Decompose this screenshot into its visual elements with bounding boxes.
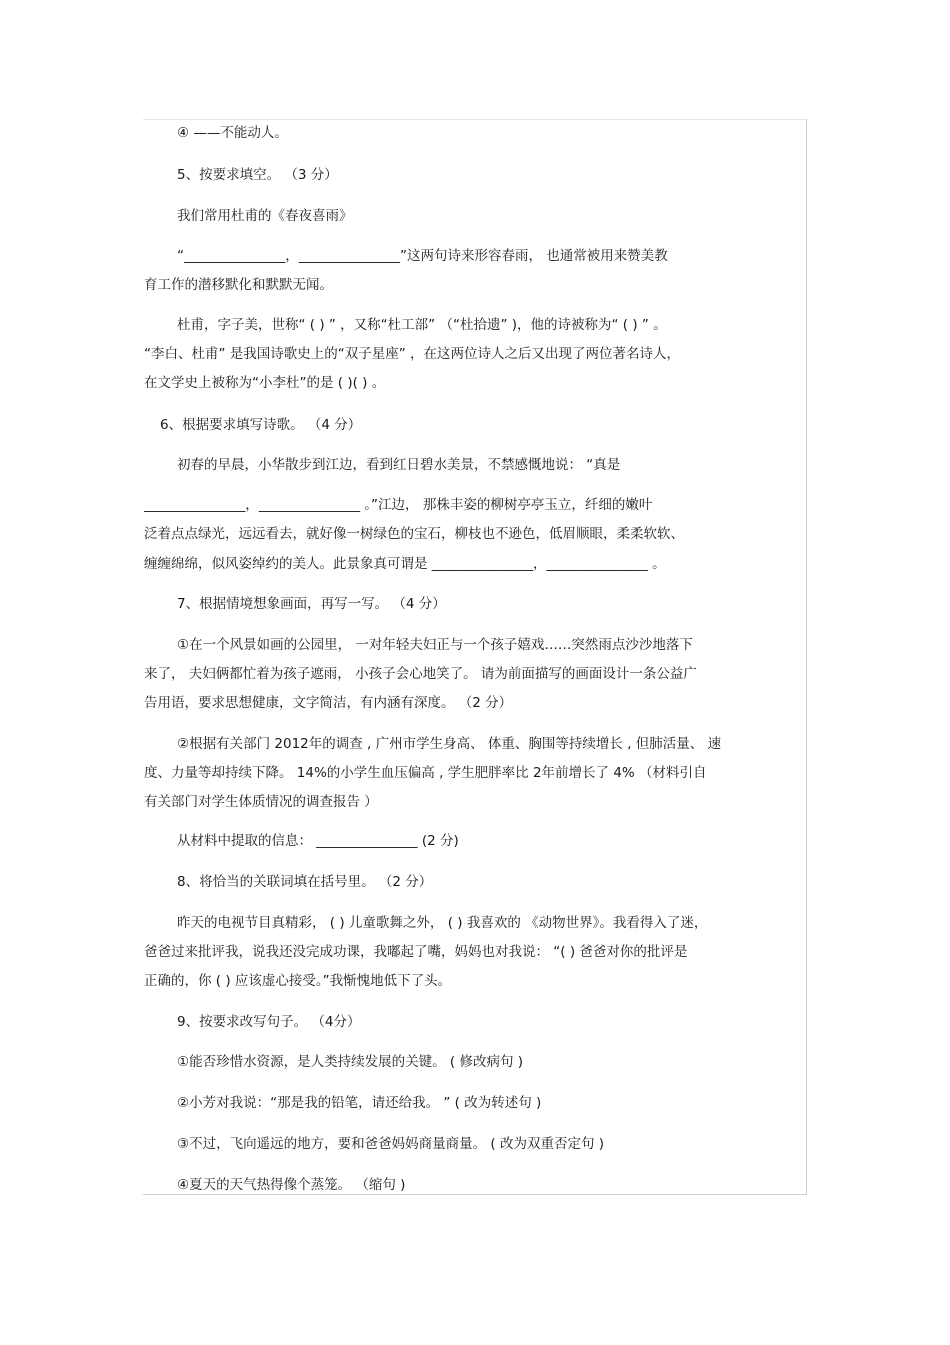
question-7-text: ①在一个风景如画的公园里， 一对年轻夫妇正与一个孩子嬉戏……突然雨点沙沙地落下 <box>177 637 693 653</box>
question-5-text: 杜甫，字子美，世称“ ( ) ” ，又称“杜工部” （“杜拾遗” )，他的诗被称为“ ( ) ” 。 <box>177 317 667 333</box>
question-7-text: ②根据有关部门 2012年的调查 , 广州市学生身高、 体重、胸围等持续增长 , 但肺活量、 速 <box>177 736 722 752</box>
question-6-title: 6、根据要求填写诗歌。 （4 分） <box>160 417 362 433</box>
question-9-item: ②小芳对我说：“那是我的铅笔，请还给我。 ” ( 改为转述句 ) <box>177 1095 542 1111</box>
question-7-text: 有关部门对学生体质情况的调查报告 ） <box>144 794 378 810</box>
question-6-blank-line: _______________，_______________ 。”江边， 那株丰姿的柳树亭亭玉立，纤细的嫩叶 <box>144 497 653 513</box>
line-item-4: ④ ——不能动人。 <box>177 125 288 141</box>
question-9-item: ①能否珍惜水资源，是人类持续发展的关键。 ( 修改病句 ) <box>177 1054 524 1070</box>
question-8-text: 昨天的电视节目真精彩， ( ) 儿童歌舞之外， ( ) 我喜欢的 《动物世界》。我看得入了迷， <box>177 915 708 931</box>
question-5-text: 在文学史上被称为“小李杜”的是 ( )( ) 。 <box>144 375 386 391</box>
question-5-text: 育工作的潜移默化和默默无闻。 <box>144 277 333 293</box>
question-5-title: 5、按要求填空。 （3 分） <box>177 167 338 183</box>
question-8-text: 爸爸过来批评我，说我还没完成功课，我嘟起了嘴，妈妈也对我说： “( ) 爸爸对你的批评是 <box>144 944 688 960</box>
question-5-text: 我们常用杜甫的《春夜喜雨》 <box>177 208 353 224</box>
question-7-text: 告用语，要求思想健康，文字简洁，有内涵有深度。 （2 分） <box>144 695 513 711</box>
question-6-text: 泛着点点绿光，远远看去，就好像一树绿色的宝石，柳枝也不逊色，低眉顺眼，柔柔软软、 <box>144 526 684 542</box>
question-7-title: 7、根据情境想象画面，再写一写。 （4 分） <box>177 596 446 612</box>
question-5-blank-line: “_______________，_______________”这两句诗来形容春雨， 也通常被用来赞美教 <box>177 248 668 264</box>
question-7-text: 来了， 夫妇俩都忙着为孩子遮雨， 小孩子会心地笑了。 请为前面描写的画面设计一条公益广 <box>144 666 697 682</box>
question-5-text: “李白、杜甫” 是我国诗歌史上的“双子星座” ，在这两位诗人之后又出现了两位著名诗人， <box>144 346 681 362</box>
question-8-title: 8、将恰当的关联词填在括号里。 （2 分） <box>177 874 433 890</box>
question-6-blank-line: 缠缠绵绵，似风姿绰约的美人。此景象真可谓是 _______________，_______________ 。 <box>144 556 666 572</box>
question-9-item: ③不过，飞向遥远的地方，要和爸爸妈妈商量商量。 ( 改为双重否定句 ) <box>177 1136 605 1152</box>
question-6-text: 初春的早晨，小华散步到江边，看到红日碧水美景，不禁感慨地说： “真是 <box>177 457 621 473</box>
question-7-text: 度、力量等却持续下降。 14%的小学生血压偏高 , 学生肥胖率比 2年前增长了 4% （材料引自 <box>144 765 707 781</box>
question-7-blank-line: 从材料中提取的信息： _______________ (2 分) <box>177 833 459 849</box>
question-9-title: 9、按要求改写句子。 （4分） <box>177 1014 361 1030</box>
question-8-text: 正确的，你 ( ) 应该虚心接受。”我惭愧地低下了头。 <box>144 973 452 989</box>
question-9-item: ④夏天的天气热得像个蒸笼。 （缩句 ) <box>177 1177 406 1193</box>
